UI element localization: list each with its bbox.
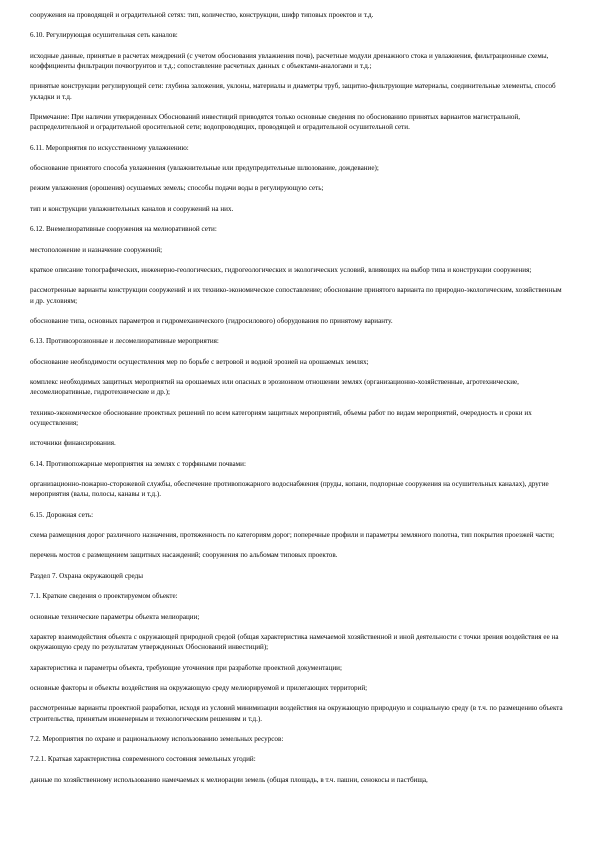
text-paragraph: характеристика и параметры объекта, требующие уточнения при разработке проектной документации; <box>30 663 342 672</box>
text-paragraph: обоснование типа, основных параметров и гидромеханического (гидросилового) оборудования по принятому варианту. <box>30 316 393 325</box>
section-heading: 6.12. Внемелиоративные сооружения на мелиоративной сети: <box>30 225 217 234</box>
text-paragraph: режим увлажнения (орошения) осушаемых земель; способы подачи воды в регулирующую сеть; <box>30 184 324 193</box>
text-paragraph: краткое описание топографических, инженерно-геологических, гидрогеологических и экологических условий, влияющих на выбор типа и конструкции сооружения; <box>30 265 532 274</box>
text-paragraph: характер взаимодействия объекта с окружающей природной средой (общая характеристика намечаемой хозяйственной и иной деятельности с точки зрения воздействия ее на окружающую среду по результатам утвержденных Обоснований инвестиций); <box>30 632 559 652</box>
text-paragraph: принятые конструкции регулирующей сети: глубина заложения, уклоны, материалы и диаметры труб, защитно-фильтрующие материалы, соединительные элементы, способ укладки и т.д. <box>30 82 556 101</box>
section-heading: 7.1. Краткие сведения о проектируемом объекте: <box>30 592 178 601</box>
text-paragraph: источники финансирования. <box>30 439 116 448</box>
chapter-heading: Раздел 7. Охрана окружающей среды <box>30 571 143 580</box>
text-paragraph: исходные данные, принятые в расчетах междрений (с учетом обоснования увлажнения почв), расчетные модули дренажного стока и увлажнения, фильтрационные схемы, коэффициенты фильтрации почвогрунтов и т.д.; сопоставление расчетных данных с объектами-аналогами и т.д.; <box>30 51 549 70</box>
note-paragraph: Примечание: При наличии утвержденных Обоснований инвестиций приводятся только основные сведения по обоснованию принятых вариантов магистральной, распределительной и оградительной оросительной сети; водопроводящих, проводящей и оградительной осушительной сети. <box>30 112 520 132</box>
text-paragraph: данные по хозяйственному использованию намечаемых к мелиорации земель (общая площадь, в т.ч. пашни, сенокосы и пастбища, <box>30 775 428 784</box>
section-heading: 6.15. Дорожная сеть: <box>30 510 94 519</box>
text-paragraph: основные факторы и объекты воздействия на окружающую среду мелиорируемой и прилегающих территорий; <box>30 683 368 692</box>
section-heading: 6.10. Регулирующая осушительная сеть каналов: <box>30 31 178 40</box>
text-paragraph: технико-экономическое обоснование проектных решений по всем категориям защитных мероприятий, объемы работ по видам мероприятий, очередность и сроки их осуществления; <box>30 408 532 427</box>
section-heading: 6.14. Противопожарные мероприятия на землях с торфяными почвами: <box>30 459 246 468</box>
text-paragraph: обоснование принятого способа увлажнения (увлажнительные или предупредительные шлюзование, дождевание); <box>30 163 379 172</box>
section-heading: 6.13. Противоэрозионные и лесомелиоративные мероприятия: <box>30 337 219 346</box>
text-paragraph: перечень мостов с размещением защитных насаждений; сооружения по альбомам типовых проектов. <box>30 551 338 560</box>
text-paragraph: схема размещения дорог различного назначения, протяженность по категориям дорог; поперечные профили и параметры земляного полотна, тип покрытия проезжей части; <box>30 531 555 540</box>
text-paragraph: рассмотренные варианты конструкции сооружений и их технико-экономическое сопоставление; обоснование принятого варианта по природно-экологическим, хозяйственным и др. условиям; <box>30 286 562 305</box>
text-paragraph: комплекс необходимых защитных мероприятий на орошаемых или опасных в эрозионном отношении землях (организационно-хозяйственные, агротехнические, лесомелиоративные, гидротехнические и др.); <box>30 378 519 397</box>
text-paragraph: основные технические параметры объекта мелиорации; <box>30 612 200 621</box>
subsection-heading: 7.2.1. Краткая характеристика современного состояния земельных угодий: <box>30 755 256 764</box>
section-heading: 6.11. Мероприятия по искусственному увлажнению: <box>30 143 189 152</box>
text-paragraph: местоположение и назначение сооружений; <box>30 245 163 254</box>
document-page <box>30 10 567 795</box>
text-paragraph: организационно-пожарно-сторожевой службы, обеспечение противопожарного водоснабжения (пруды, копани, подпорные сооружения на осушительных каналах), другие мероприятия (валы, полосы, канавы и т.д.). <box>30 480 549 499</box>
section-heading: 7.2. Мероприятия по охране и рациональному использованию земельных ресурсов: <box>30 734 284 743</box>
text-paragraph: обоснование необходимости осуществления мер по борьбе с ветровой и водной эрозией на орошаемых землях; <box>30 357 369 366</box>
text-paragraph: рассмотренные варианты проектной разработки, исходя из условий минимизации воздействия на окружающую природную и социальную среду (в т.ч. по размещению объекта строительства, принятым инженерным и технологическим решениям и т.д.). <box>30 704 563 723</box>
text-paragraph: тип и конструкции увлажнительных каналов и сооружений на них. <box>30 204 234 213</box>
text-paragraph: сооружения на проводящей и оградительной сетях: тип, количество, конструкции, шифр типовых проектов и т.д. <box>30 11 374 19</box>
